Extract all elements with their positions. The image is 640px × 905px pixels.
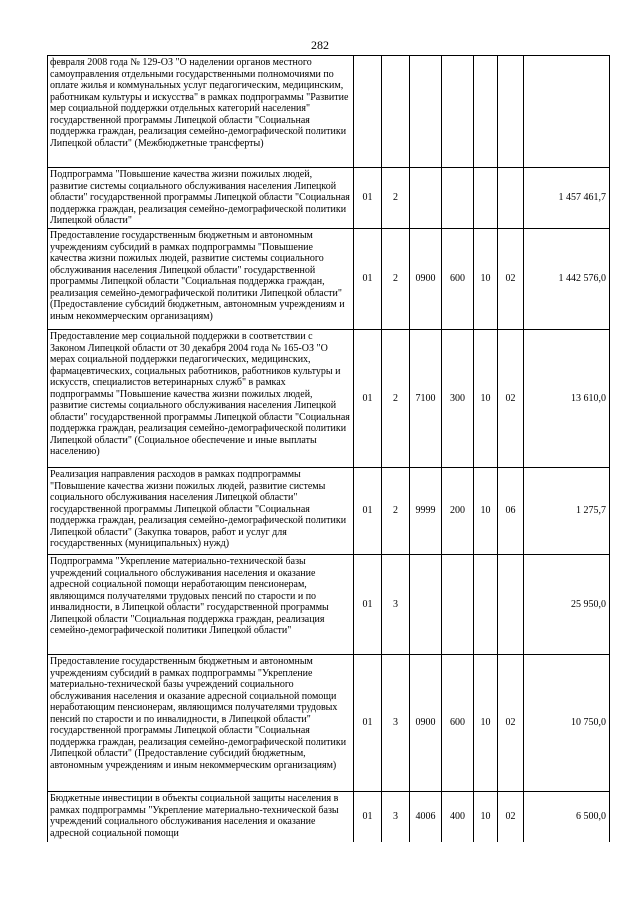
table-row bbox=[48, 555, 610, 655]
code-subsection bbox=[498, 555, 524, 655]
code-expense-type bbox=[442, 168, 474, 229]
row-sum: 10 750,0 bbox=[524, 655, 610, 792]
table-row bbox=[48, 56, 610, 168]
code-direction bbox=[410, 168, 442, 229]
code-expense-type: 300 bbox=[442, 330, 474, 468]
table-row bbox=[48, 229, 610, 330]
code-subsection bbox=[498, 56, 524, 168]
code-direction: 0900 bbox=[410, 229, 442, 330]
code-program: 01 bbox=[354, 330, 382, 468]
code-subsection: 06 bbox=[498, 468, 524, 555]
code-program: 01 bbox=[354, 229, 382, 330]
code-section: 10 bbox=[474, 229, 498, 330]
table-row bbox=[48, 655, 610, 792]
table-row bbox=[48, 330, 610, 468]
row-sum bbox=[524, 56, 610, 168]
code-direction: 4006 bbox=[410, 792, 442, 842]
code-program: 01 bbox=[354, 655, 382, 792]
code-expense-type bbox=[442, 555, 474, 655]
row-sum: 25 950,0 bbox=[524, 555, 610, 655]
code-program: 01 bbox=[354, 792, 382, 842]
row-name: февраля 2008 года № 129-ОЗ "О наделении органов местного самоуправления отдельными государственными полномочиями по оплате жилья и коммунальных услуг педагогическим, медицинским, работникам культуры и искусства" в рамках подпрограммы "Развитие мер социальной поддержки отдельных категорий населения" государственной программы Липецкой области "Социальная поддержка граждан, реализация семейно-демографической политики Липецкой области" (Межбюджетные трансферты) bbox=[48, 56, 354, 168]
code-subsection: 02 bbox=[498, 792, 524, 842]
row-sum: 1 275,7 bbox=[524, 468, 610, 555]
code-section: 10 bbox=[474, 655, 498, 792]
code-subsection: 02 bbox=[498, 655, 524, 792]
row-name: Подпрограмма "Укрепление материально-технической базы учреждений социального обслуживания населения и оказание адресной социальной помощи неработающим пенсионерам, являющимся получателями трудовых пенсий по старости и по инвалидности, в Липецкой области" государственной программы Липецкой области "Социальная поддержка граждан, реализация семейно-демографической политики Липецкой области" bbox=[48, 555, 354, 655]
code-subsection: 02 bbox=[498, 330, 524, 468]
code-direction: 7100 bbox=[410, 330, 442, 468]
code-section: 10 bbox=[474, 468, 498, 555]
code-program: 01 bbox=[354, 468, 382, 555]
row-name: Предоставление мер социальной поддержки в соответствии с Законом Липецкой области от 30 декабря 2004 года № 165-ОЗ "О мерах социальной поддержки педагогических, медицинских, фармацевтических, социальных работников, работников культуры и искусств, специалистов ветеринарных служб" в рамках подпрограммы "Повышение качества жизни пожилых людей, развитие системы социального обслуживания населения Липецкой области" государственной программы Липецкой области "Социальная поддержка граждан, реализация семейно-демографической политики Липецкой области" (Социальное обеспечение и иные выплаты населению) bbox=[48, 330, 354, 468]
code-section bbox=[474, 56, 498, 168]
table-body bbox=[48, 56, 610, 842]
code-section bbox=[474, 168, 498, 229]
code-subprogram bbox=[382, 56, 410, 168]
code-expense-type: 200 bbox=[442, 468, 474, 555]
code-expense-type: 600 bbox=[442, 229, 474, 330]
code-subprogram: 2 bbox=[382, 168, 410, 229]
code-subsection: 02 bbox=[498, 229, 524, 330]
code-section: 10 bbox=[474, 330, 498, 468]
table-row bbox=[48, 168, 610, 229]
code-expense-type: 600 bbox=[442, 655, 474, 792]
code-subprogram: 2 bbox=[382, 468, 410, 555]
budget-table bbox=[47, 55, 610, 842]
code-direction bbox=[410, 555, 442, 655]
code-program: 01 bbox=[354, 555, 382, 655]
row-sum: 6 500,0 bbox=[524, 792, 610, 842]
row-sum: 1 457 461,7 bbox=[524, 168, 610, 229]
code-subprogram: 2 bbox=[382, 330, 410, 468]
code-expense-type bbox=[442, 56, 474, 168]
code-program bbox=[354, 56, 382, 168]
code-program: 01 bbox=[354, 168, 382, 229]
code-direction bbox=[410, 56, 442, 168]
code-subsection bbox=[498, 168, 524, 229]
code-expense-type: 400 bbox=[442, 792, 474, 842]
code-section bbox=[474, 555, 498, 655]
code-section: 10 bbox=[474, 792, 498, 842]
row-sum: 13 610,0 bbox=[524, 330, 610, 468]
row-name: Бюджетные инвестиции в объекты социальной защиты населения в рамках подпрограммы "Укрепление материально-технической базы учреждений социального обслуживания населения и оказание адресной социальной помощи bbox=[48, 792, 354, 842]
code-subprogram: 3 bbox=[382, 655, 410, 792]
code-direction: 9999 bbox=[410, 468, 442, 555]
row-name: Подпрограмма "Повышение качества жизни пожилых людей, развитие системы социального обслуживания населения Липецкой области" государственной программы Липецкой области "Социальная поддержка граждан, реализация семейно-демографической политики Липецкой области" bbox=[48, 168, 354, 229]
table-row bbox=[48, 792, 610, 842]
page-number: 282 bbox=[311, 38, 329, 52]
code-direction: 0900 bbox=[410, 655, 442, 792]
row-name: Реализация направления расходов в рамках подпрограммы "Повышение качества жизни пожилых людей, развитие системы социального обслуживания населения Липецкой области" государственной программы Липецкой области "Социальная поддержка граждан, реализация семейно-демографической политики Липецкой области" (Закупка товаров, работ и услуг для государственных (муниципальных) нужд) bbox=[48, 468, 354, 555]
code-subprogram: 3 bbox=[382, 792, 410, 842]
row-name: Предоставление государственным бюджетным и автономным учреждениям субсидий в рамках подпрограммы "Повышение качества жизни пожилых людей, развитие системы социального обслуживания населения Липецкой области" государственной программы Липецкой области "Социальная поддержка граждан, реализация семейно-демографической политики Липецкой области" (Предоставление субсидий бюджетным, автономным учреждениям и иным некоммерческим организациям) bbox=[48, 229, 354, 330]
row-sum: 1 442 576,0 bbox=[524, 229, 610, 330]
table-row bbox=[48, 468, 610, 555]
code-subprogram: 2 bbox=[382, 229, 410, 330]
code-subprogram: 3 bbox=[382, 555, 410, 655]
row-name: Предоставление государственным бюджетным и автономным учреждениям субсидий в рамках подпрограммы "Укрепление материально-технической базы учреждений социального обслуживания населения и оказание адресной социальной помощи неработающим пенсионерам, являющимся получателями трудовых пенсий по старости и по инвалидности, в Липецкой области" государственной программы Липецкой области "Социальная поддержка граждан, реализация семейно-демографической политики Липецкой области" (Предоставление субсидий бюджетным, автономным учреждениям и иным некоммерческим организациям) bbox=[48, 655, 354, 792]
